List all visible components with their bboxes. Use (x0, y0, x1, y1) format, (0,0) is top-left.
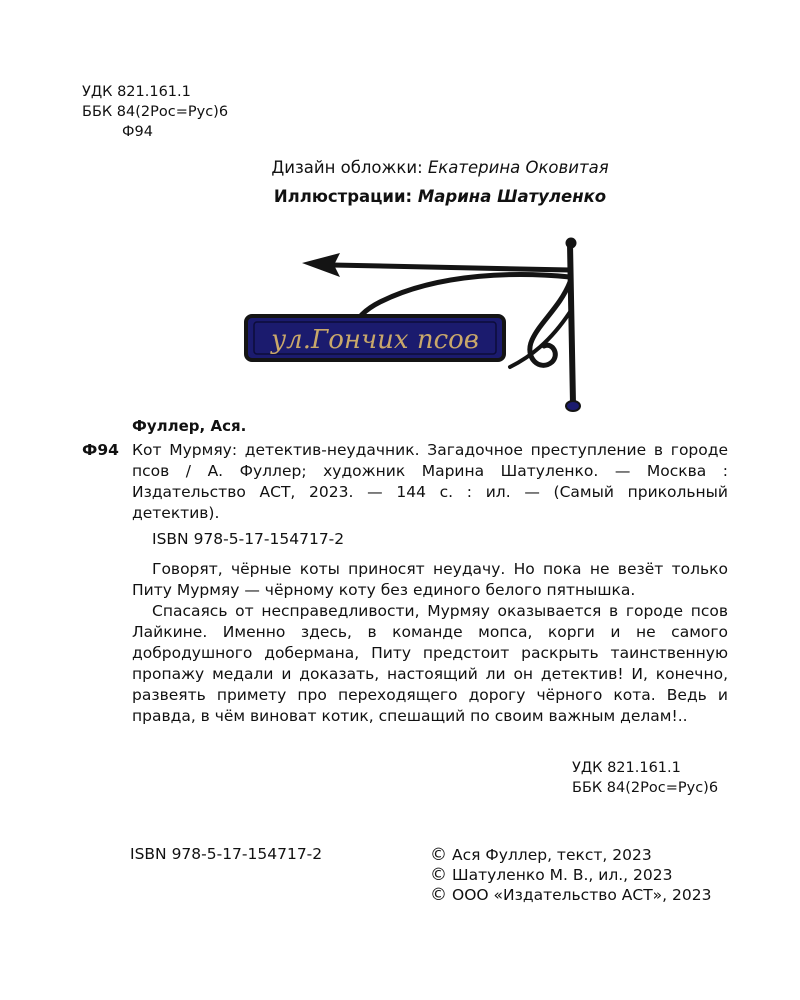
copyright-text: ООО «Издательство АСТ», 2023 (452, 886, 712, 904)
cover-design-credit (0, 158, 800, 177)
copyright-line (430, 885, 711, 905)
copyright-text: Ася Фуллер, текст, 2023 (452, 846, 652, 864)
copyright-icon: © (430, 845, 447, 865)
bibliography-entry: Кот Мурмяу: детектив-неудачник. Загадочное преступление в городе псов / А. Фуллер; художник Марина Шатуленко. — Москва : Издательство АСТ, 2023. — 144 с. : ил. — (Самый прикольный детектив). (132, 441, 728, 522)
illustrations-credit (0, 187, 800, 206)
sign-lettering: ул.Гончих псов (271, 325, 479, 355)
annotation (132, 559, 728, 727)
copyright-line (430, 845, 711, 865)
catalog-codes-footer (572, 758, 718, 798)
cover-design-label: Дизайн обложки: (271, 158, 423, 177)
bbk-code: ББК 84(2Рос=Рус)6 (82, 104, 229, 120)
isbn-in-bibliography: ISBN 978-5-17-154717-2 (152, 530, 345, 548)
cover-designer-name: Екатерина Оковитая (427, 158, 609, 177)
isbn-footer: ISBN 978-5-17-154717-2 (130, 845, 323, 863)
udk-code-footer: УДК 821.161.1 (572, 760, 681, 776)
bibliography-author-mark: Ф94 (82, 441, 119, 459)
illustrator-name: Марина Шатуленко (417, 187, 607, 206)
copyright-icon: © (430, 885, 447, 905)
author-mark: Ф94 (122, 124, 153, 140)
bibliography-author-heading: Фуллер, Ася. (132, 417, 247, 435)
bbk-code-footer: ББК 84(2Рос=Рус)6 (572, 780, 719, 796)
catalog-codes (82, 82, 228, 142)
annotation-paragraph-1: Говорят, чёрные коты приносят неудачу. Но пока не везёт только Питу Мурмяу — чёрному коту без единого белого пятнышка. (132, 560, 728, 599)
copyright-icon: © (430, 865, 447, 885)
copyright-list (430, 845, 711, 905)
copyright-text: Шатуленко М. В., ил., 2023 (452, 866, 673, 884)
sign-plate (246, 316, 504, 360)
copyright-line (430, 865, 711, 885)
annotation-paragraph-2: Спасаясь от несправедливости, Мурмяу оказывается в городе псов Лайкине. Именно здесь, в команде мопса, корги и не самого добродушного добермана, Питу предстоит раскрыть таинственную пропажу медали и доказать, настоящий ли он детектив! И, конечно, развеять примету про переходящего дорогу чёрного кота. Ведь и правда, в чём виноват котик, спешащий по своим важным делам!.. (132, 602, 728, 725)
illustrations-label: Иллюстрации: (273, 187, 413, 206)
udk-code: УДК 821.161.1 (82, 84, 191, 100)
street-sign-illustration (240, 232, 600, 422)
